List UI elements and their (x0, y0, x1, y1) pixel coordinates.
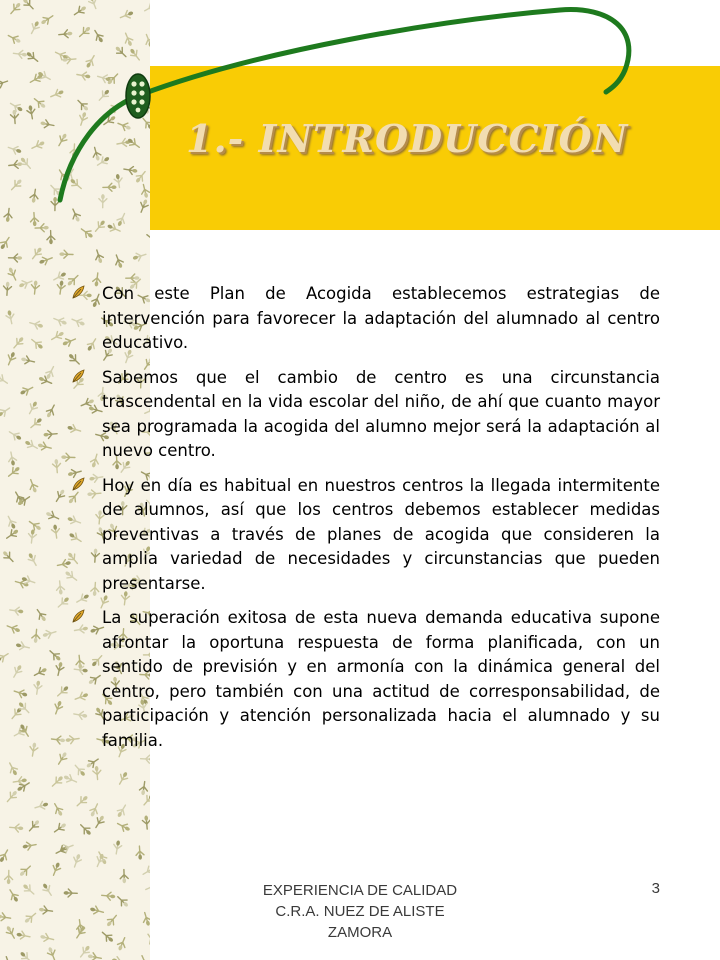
footer-caption (230, 880, 490, 943)
leaf-sprig-icon (101, 891, 115, 900)
leaf-sprig-icon (141, 911, 150, 926)
leaf-sprig-icon (23, 910, 39, 925)
leaf-sprig-icon (46, 946, 59, 960)
bullet-text: Con este Plan de Acogida establecemos estrategias de intervención para favorecer la adaptación del alumnado al centro educativo. (102, 284, 660, 352)
leaf-sprig-icon (47, 648, 62, 663)
leaf-sprig-icon (4, 924, 18, 940)
leaf-sprig-icon (55, 750, 69, 766)
leaf-sprig-icon (53, 488, 67, 504)
leaf-sprig-icon (0, 650, 10, 664)
leaf-sprig-icon (6, 266, 19, 282)
leaf-sprig-icon (144, 880, 150, 893)
leaf-sprig-icon (15, 641, 30, 652)
leaf-sprig-icon (92, 218, 107, 234)
leaf-sprig-icon (59, 250, 73, 258)
leaf-sprig-icon (10, 663, 24, 679)
leaf-sprig-icon (120, 869, 128, 883)
leaf-sprig-icon (113, 254, 125, 270)
leaf-sprig-icon (52, 270, 68, 284)
leaf-sprig-icon (144, 232, 150, 247)
leaf-sprig-icon (5, 351, 18, 367)
leaf-sprig-icon (7, 428, 23, 442)
leaf-sprig-icon (14, 578, 29, 589)
leaf-sprig-icon (116, 936, 129, 952)
footer-line: ZAMORA (327, 924, 393, 941)
leaf-sprig-icon (142, 815, 150, 829)
leaf-sprig-icon (26, 400, 40, 416)
leaf-sprig-icon (7, 451, 17, 466)
leaf-bullet-icon (70, 608, 86, 624)
leaf-sprig-icon (18, 277, 34, 290)
leaf-sprig-icon (3, 955, 15, 960)
leaf-bullet-icon (70, 368, 86, 384)
leaf-sprig-icon (74, 794, 89, 809)
leaf-sprig-icon (54, 661, 65, 676)
slide-title: 1.- INTRODUCCIÓN (186, 116, 629, 161)
leaf-sprig-icon (8, 254, 22, 262)
leaf-sprig-icon (28, 416, 44, 431)
leaf-sprig-icon (51, 524, 61, 539)
leaf-sprig-icon (45, 509, 61, 522)
bullet-item (70, 282, 660, 356)
leaf-sprig-icon (100, 929, 116, 944)
leaf-sprig-icon (116, 770, 130, 786)
leaf-sprig-icon (18, 863, 33, 878)
leaf-sprig-icon (88, 802, 101, 818)
leaf-sprig-icon (139, 781, 149, 796)
leaf-sprig-icon (42, 628, 57, 640)
leaf-sprig-icon (72, 763, 87, 778)
leaf-sprig-icon (13, 687, 28, 699)
leaf-sprig-icon (5, 514, 18, 530)
leaf-sprig-icon (52, 459, 61, 473)
leaf-sprig-icon (51, 735, 65, 745)
leaf-sprig-icon (31, 629, 40, 643)
leaf-sprig-icon (38, 905, 53, 915)
leaf-sprig-icon (78, 822, 93, 837)
leaf-sprig-icon (5, 870, 13, 884)
bullet-item (70, 474, 660, 597)
leaf-sprig-icon (0, 372, 10, 386)
leaf-sprig-icon (27, 478, 39, 494)
leaf-sprig-icon (40, 882, 54, 898)
leaf-sprig-icon (34, 800, 49, 812)
leaf-sprig-icon (115, 803, 129, 819)
leaf-sprig-icon (56, 581, 65, 595)
leaf-sprig-icon (33, 680, 43, 695)
leaf-sprig-icon (92, 766, 101, 780)
leaf-sprig-icon (138, 954, 150, 960)
leaf-sprig-icon (27, 529, 37, 543)
leaf-sprig-icon (29, 336, 45, 351)
leaf-sprig-icon (145, 932, 150, 948)
leaf-sprig-icon (18, 723, 32, 739)
leaf-sprig-icon (11, 335, 26, 351)
leaf-sprig-icon (31, 280, 40, 294)
bullet-item (70, 606, 660, 753)
leaf-sprig-icon (141, 864, 150, 878)
leaf-sprig-icon (27, 518, 43, 532)
leaf-sprig-icon (9, 706, 24, 722)
leaf-sprig-icon (29, 319, 44, 330)
leaf-sprig-icon (132, 250, 147, 262)
leaf-sprig-icon (4, 527, 20, 541)
leaf-sprig-icon (0, 235, 12, 251)
leaf-sprig-icon (112, 840, 122, 855)
leaf-sprig-icon (20, 355, 35, 366)
bullet-text: Sabemos que el cambio de centro es una circunstancia trascendental en la vida escolar del niño, de ahí que cuanto mayor sea programada la acogida del alumno mejor será la adaptación al nuevo centro. (102, 367, 660, 460)
leaf-sprig-icon (16, 930, 31, 940)
leaf-sprig-icon (1, 549, 16, 564)
leaf-sprig-icon (63, 889, 77, 897)
leaf-sprig-icon (18, 950, 33, 960)
leaf-sprig-icon (56, 280, 66, 295)
leaf-sprig-icon (47, 230, 55, 244)
leaf-sprig-icon (43, 430, 57, 439)
leaf-sprig-icon (135, 846, 144, 860)
leaf-sprig-icon (115, 894, 130, 909)
leaf-sprig-icon (37, 441, 52, 452)
bullet-text: La superación exitosa de esta nueva demanda educativa supone afrontar la oportuna respuesta de forma planificada, con un sentido de previsión y en armonía con la dinámica general del centro, pero también con una actitud de corresponsabilidad, de participación y atención personalizada hacia el alumnado y su familia. (102, 608, 660, 750)
bullet-item (70, 366, 660, 464)
leaf-sprig-icon (35, 224, 49, 232)
leaf-sprig-icon (28, 742, 38, 757)
green-swoosh-decoration (0, 0, 720, 220)
page-number: 3 (651, 880, 660, 897)
leaf-sprig-icon (52, 700, 64, 716)
leaf-bullet-icon (70, 284, 86, 300)
leaf-sprig-icon (34, 607, 48, 623)
leaf-sprig-icon (9, 606, 24, 616)
leaf-sprig-icon (33, 665, 49, 678)
footer-line: EXPERIENCIA DE CALIDAD (262, 882, 458, 899)
leaf-sprig-icon (0, 405, 12, 419)
leaf-sprig-icon (27, 818, 42, 833)
leaf-sprig-icon (23, 438, 39, 452)
leaf-sprig-icon (6, 622, 22, 635)
leaf-sprig-icon (26, 552, 40, 568)
leaf-sprig-icon (71, 853, 83, 869)
leaf-sprig-icon (16, 700, 31, 715)
leaf-sprig-icon (50, 329, 66, 343)
leaf-sprig-icon (0, 912, 11, 922)
leaf-sprig-icon (0, 848, 11, 864)
leaf-sprig-icon (116, 820, 132, 833)
leaf-sprig-icon (55, 684, 70, 699)
leaf-sprig-icon (52, 821, 68, 835)
leaf-sprig-icon (6, 465, 22, 480)
bullet-list (70, 282, 660, 763)
leaf-sprig-icon (111, 956, 126, 960)
leaf-sprig-icon (51, 802, 65, 818)
leaf-sprig-icon (50, 861, 63, 877)
leaf-sprig-icon (87, 952, 102, 960)
leaf-sprig-icon (3, 281, 12, 295)
leaf-sprig-icon (22, 841, 37, 851)
leaf-sprig-icon (19, 384, 35, 397)
leaf-sprig-icon (21, 882, 36, 897)
leaf-sprig-icon (38, 254, 54, 266)
bullet-text: Hoy en día es habitual en nuestros centros la llegada intermitente de alumnos, así que los centros debemos establecer medidas preventivas a través de planes de acogida que consideren la amplia variedad de necesidades y circunstancias que pueden presentarse. (102, 475, 660, 593)
leaf-sprig-icon (62, 773, 78, 786)
leaf-sprig-icon (29, 246, 44, 262)
leaf-sprig-icon (6, 761, 19, 777)
leaf-sprig-icon (5, 310, 16, 325)
leaf-sprig-icon (44, 403, 57, 419)
leaf-sprig-icon (7, 888, 21, 904)
leaf-sprig-icon (93, 249, 105, 264)
leaf-sprig-icon (38, 374, 54, 387)
leaf-sprig-icon (104, 913, 119, 929)
seed-pod-icon (126, 74, 150, 118)
leaf-bullet-icon (70, 476, 86, 492)
leaf-sprig-icon (52, 315, 68, 328)
leaf-sprig-icon (50, 774, 65, 789)
leaf-sprig-icon (39, 932, 54, 943)
leaf-sprig-icon (9, 823, 23, 832)
leaf-sprig-icon (79, 226, 95, 240)
footer-line: C.R.A. NUEZ DE ALISTE (275, 903, 445, 920)
leaf-sprig-icon (93, 814, 107, 830)
leaf-sprig-icon (4, 789, 19, 805)
leaf-sprig-icon (89, 905, 104, 916)
leaf-sprig-icon (56, 595, 71, 610)
